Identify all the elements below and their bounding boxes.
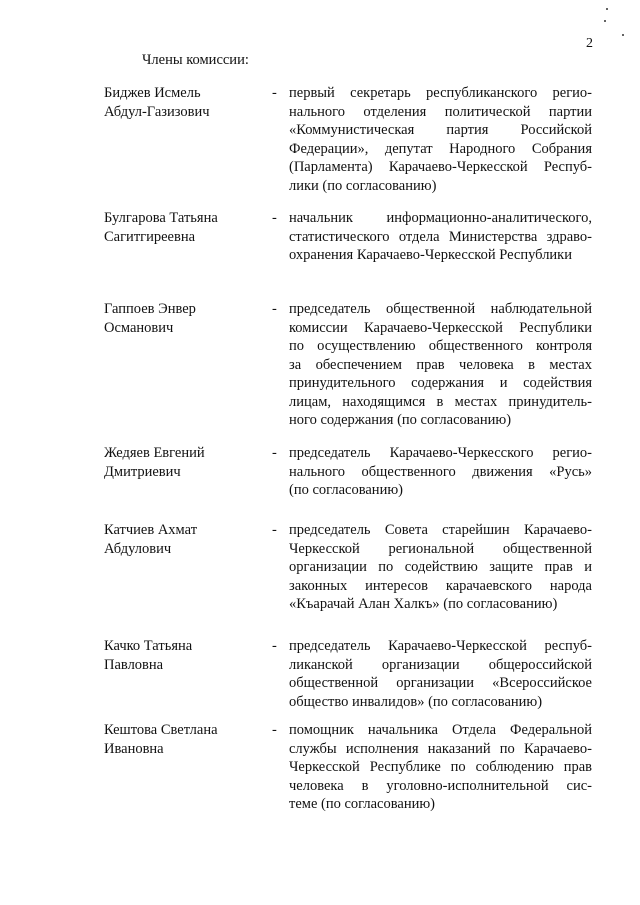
member-name: [104, 300, 274, 337]
member-name-line: Булгарова Татьяна: [104, 210, 218, 226]
member-name: [104, 637, 274, 674]
member-role: [289, 300, 592, 430]
member-name-line: Абдул-Газизович: [104, 103, 210, 120]
member-role-line: человека в уголовно-исполнительной сис-: [289, 777, 592, 794]
member-role-line: Черкесской Республике по соблюдению прав: [289, 759, 592, 775]
member-name-line: Сагитгиреевна: [104, 228, 196, 245]
member-role-line: общество инвалидов» (по согласованию): [289, 693, 543, 710]
section-heading: Члены комиссии:: [142, 52, 249, 68]
member-name-line: Гаппоев Энвер: [104, 301, 196, 317]
member-role-line: председатель Карачаево-Черкесского регио-: [289, 445, 592, 461]
member-name-line: Качко Татьяна: [104, 638, 193, 654]
member-role-line: общественной организации «Всероссийское: [289, 675, 592, 691]
member-role-line: первый секретарь республиканского регио-: [289, 85, 592, 101]
member-role: [289, 84, 592, 195]
member-role-line: Черкесской региональной общественной: [289, 540, 592, 557]
scan-speck: [622, 34, 624, 36]
member-role-line: председатель Совета старейшин Карачаево-: [289, 522, 592, 538]
member-role-line: по осуществлению общественного контроля: [289, 338, 592, 354]
member-role-line: Федерации», депутат Народного Собрания: [289, 140, 592, 157]
member-role-line: (Парламента) Карачаево-Черкесской Респуб-: [289, 159, 592, 175]
member-name-line: Абдулович: [104, 540, 172, 557]
member-role-line: ного содержания (по согласованию): [289, 412, 512, 428]
member-role-line: службы исполнения наказаний по Карачаево-: [289, 740, 592, 757]
member-name: [104, 84, 274, 121]
scan-speck: [604, 20, 606, 22]
separator-dash: -: [272, 210, 277, 226]
member-role: [289, 521, 592, 614]
member-role-line: за обеспечением прав человека в местах: [289, 356, 592, 373]
member-role-line: нального общественного движения «Русь»: [289, 463, 592, 480]
member-name-line: Дмитриевич: [104, 463, 181, 480]
member-name: [104, 209, 274, 246]
member-role: [289, 721, 592, 814]
member-role-line: «Къарачай Алан Халкъ» (по согласованию): [289, 596, 558, 612]
member-name: [104, 444, 274, 481]
member-role-line: статистического отдела Министерства здраво-: [289, 228, 592, 245]
member-role-line: (по согласованию): [289, 482, 403, 498]
separator-dash: -: [272, 85, 277, 101]
member-role-line: председатель Карачаево-Черкесской респуб-: [289, 638, 592, 654]
separator-dash: -: [272, 445, 277, 461]
member-role-line: охранения Карачаево-Черкесской Республики: [289, 247, 572, 263]
member-role-line: комиссии Карачаево-Черкесской Республики: [289, 319, 592, 336]
member-role-line: законных интересов карачаевского народа: [289, 577, 592, 594]
page-number: 2: [586, 36, 593, 51]
separator-dash: -: [272, 638, 277, 654]
member-name-line: Биджев Исмель: [104, 85, 201, 101]
separator-dash: -: [272, 301, 277, 317]
member-name: [104, 521, 274, 558]
member-name-line: Османович: [104, 319, 174, 336]
member-role-line: лики (по согласованию): [289, 177, 437, 194]
member-role-line: председатель общественной наблюдательной: [289, 301, 592, 317]
member-name-line: Кештова Светлана: [104, 722, 218, 738]
member-role: [289, 444, 592, 500]
member-role-line: нального отделения политической партии: [289, 103, 592, 120]
member-role-line: принудительного содержания и содействия: [289, 375, 592, 391]
scan-speck: [606, 8, 608, 10]
member-name-line: Ивановна: [104, 740, 164, 757]
member-role-line: организации по содействию защите прав и: [289, 559, 592, 575]
member-name-line: Катчиев Ахмат: [104, 522, 198, 538]
member-name-line: Павловна: [104, 656, 164, 673]
member-role-line: начальник информационно-аналитического,: [289, 210, 592, 226]
member-role-line: «Коммунистическая партия Российской: [289, 122, 592, 138]
member-name-line: Жедяев Евгений: [104, 445, 205, 461]
member-role-line: лицам, находящимся в местах принудитель-: [289, 393, 592, 410]
separator-dash: -: [272, 722, 277, 738]
member-role: [289, 637, 592, 711]
member-role-line: теме (по согласованию): [289, 796, 435, 812]
member-role-line: ликанской организации общероссийской: [289, 656, 592, 673]
member-role-line: помощник начальника Отдела Федеральной: [289, 722, 592, 738]
member-name: [104, 721, 274, 758]
member-role: [289, 209, 592, 265]
separator-dash: -: [272, 522, 277, 538]
